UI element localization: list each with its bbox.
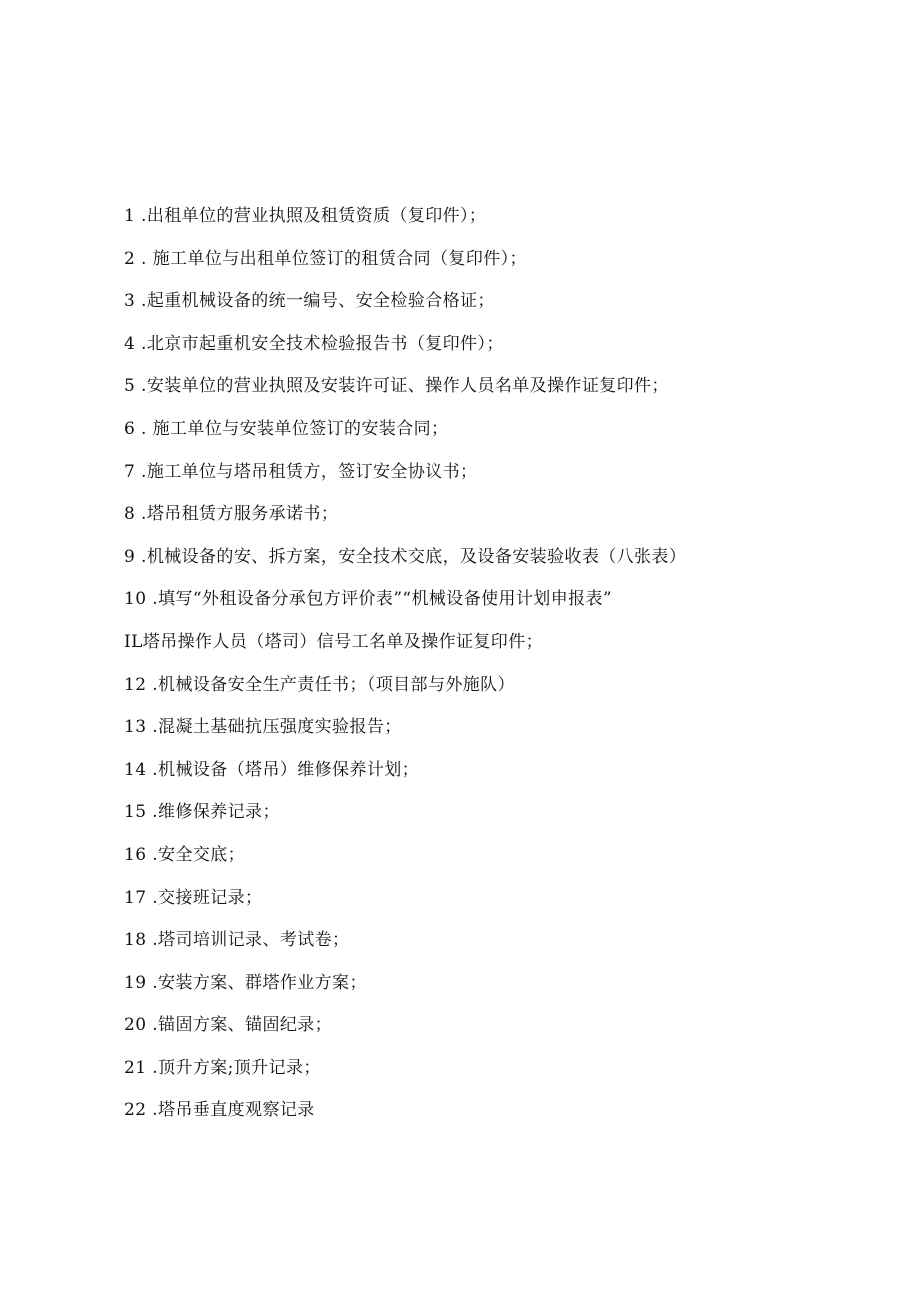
list-item: 2 . 施工单位与出租单位签订的租赁合同（复印件）； [124,248,527,269]
list-item: 4 .北京市起重机安全技术检验报告书（复印件）； [124,333,504,354]
list-item: 22 .塔吊垂直度观察记录 [124,1100,315,1121]
document-list [124,199,884,1136]
list-item: 18 .塔司培训记录、考试卷； [124,930,350,951]
list-item: 5 .安装单位的营业执照及安装许可证、操作人员名单及操作证复印件； [124,376,669,397]
list-item: 12 .机械设备安全生产责任书；（项目部与外施队） [124,674,515,695]
list-item: 10 .填写“外租设备分承包方评价表”“机械设备使用计划申报表” [124,589,613,610]
list-item: 6 . 施工单位与安装单位签订的安装合同； [124,418,449,439]
list-item: IL塔吊操作人员（塔司）信号工名单及操作证复印件； [124,631,544,652]
list-item: 9 .机械设备的安、拆方案，安全技术交底，及设备安装验收表（八张表） [124,546,687,567]
list-item: 1 .出租单位的营业执照及租赁资质（复印件）； [124,206,487,226]
list-item: 16 .安全交底； [124,844,246,865]
list-item: 14 .机械设备（塔吊）维修保养计划； [124,759,420,780]
list-item: 20 .锚固方案、锚固纪录； [124,1015,333,1036]
list-item: 13 .混凝土基础抗压强度实验报告； [124,717,402,738]
list-item: 3 .起重机械设备的统一编号、安全检验合格证； [124,291,495,312]
list-item: 8 .塔吊租赁方服务承诺书； [124,504,339,525]
list-item: 17 .交接班记录； [124,887,263,908]
list-item: 21 .顶升方案;顶升记录； [124,1057,321,1078]
list-item: 15 .维修保养记录； [124,802,280,823]
list-item: 7 .施工单位与塔吊租赁方，签订安全协议书； [124,461,478,482]
list-item: 19 .安装方案、群塔作业方案； [124,972,367,993]
